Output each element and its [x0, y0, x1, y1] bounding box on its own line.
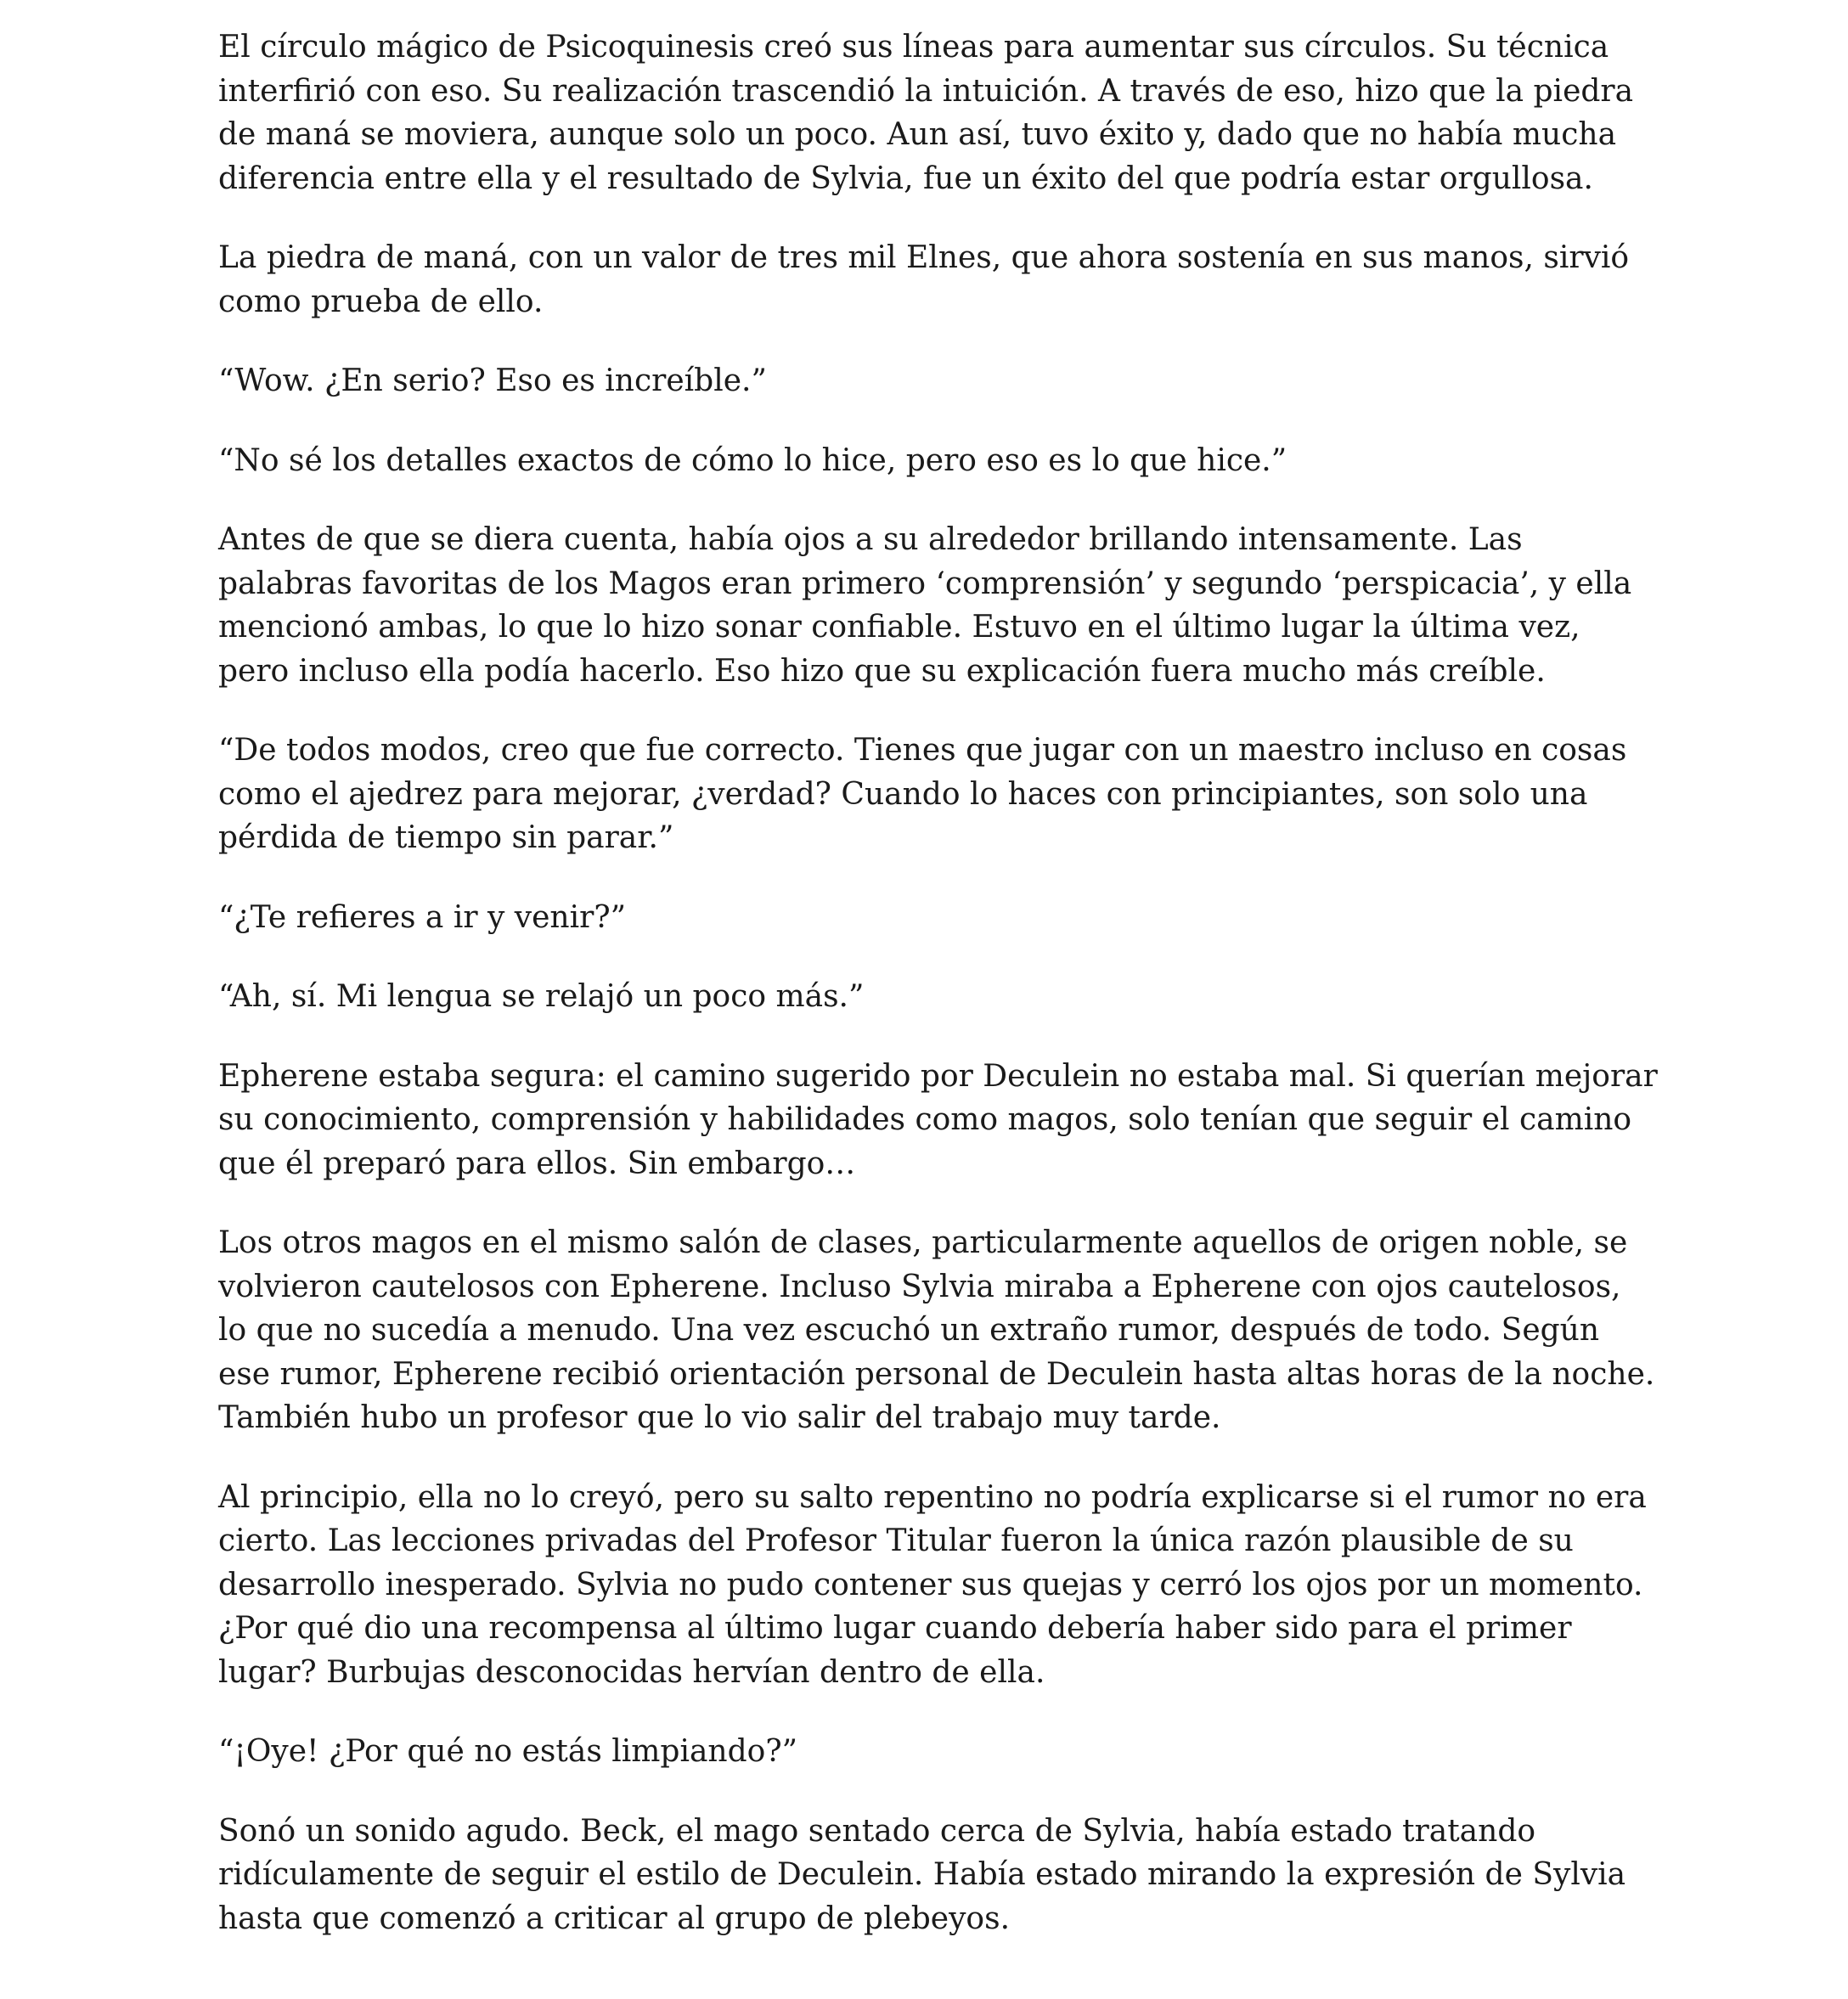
text-line: cierto. Las lecciones privadas del Profesor Titular fueron la única razón plausible de su — [218, 1523, 1574, 1558]
text-line: Sonó un sonido agudo. Beck, el mago sentado cerca de Sylvia, había estado tratando — [218, 1813, 1536, 1849]
paragraph-3 — [218, 359, 1662, 403]
text-line: “¡Oye! ¿Por qué no estás limpiando?” — [218, 1734, 798, 1769]
text-line: pérdida de tiempo sin parar.” — [218, 820, 674, 855]
text-line: pero incluso ella podía hacerlo. Eso hizo que su explicación fuera mucho más creíble. — [218, 653, 1546, 689]
text-line: La piedra de maná, con un valor de tres mil Elnes, que ahora sostenía en sus manos, sirvió — [218, 240, 1630, 275]
text-line: El círculo mágico de Psicoquinesis creó sus líneas para aumentar sus círculos. Su técnica — [218, 30, 1609, 65]
paragraph-6 — [218, 729, 1662, 860]
text-line: de maná se moviera, aunque solo un poco. Aun así, tuvo éxito y, dado que no había mucha — [218, 117, 1617, 152]
paragraph-12 — [218, 1730, 1662, 1774]
text-line: volvieron cautelosos con Epherene. Incluso Sylvia miraba a Epherene con ojos cautelosos, — [218, 1269, 1621, 1304]
text-line: Epherene estaba segura: el camino sugerido por Deculein no estaba mal. Si querían mejorar — [218, 1058, 1658, 1094]
text-line: como prueba de ello. — [218, 284, 544, 319]
paragraph-9 — [218, 1055, 1662, 1186]
text-line: lugar? Burbujas desconocidas hervían dentro de ella. — [218, 1654, 1045, 1690]
paragraph-5 — [218, 518, 1662, 693]
text-line: “Wow. ¿En serio? Eso es increíble.” — [218, 363, 767, 398]
text-line: su conocimiento, comprensión y habilidades como magos, solo tenían que seguir el camino — [218, 1102, 1632, 1137]
paragraph-8 — [218, 975, 1662, 1019]
paragraph-2 — [218, 236, 1662, 324]
text-line: Al principio, ella no lo creyó, pero su salto repentino no podría explicarse si el rumor no era — [218, 1479, 1647, 1515]
paragraph-4 — [218, 439, 1662, 483]
paragraph-10 — [218, 1221, 1662, 1440]
paragraph-1 — [218, 25, 1662, 200]
text-line: “¿Te refieres a ir y venir?” — [218, 899, 627, 935]
text-line: palabras favoritas de los Magos eran primero ‘comprensión’ y segundo ‘perspicacia’, y ella — [218, 566, 1632, 601]
text-line: “Ah, sí. Mi lengua se relajó un poco más.” — [218, 979, 865, 1014]
text-line: desarrollo inesperado. Sylvia no pudo contener sus quejas y cerró los ojos por un momento. — [218, 1567, 1643, 1602]
text-line: “No sé los detalles exactos de cómo lo hice, pero eso es lo que hice.” — [218, 442, 1287, 478]
text-line: lo que no sucedía a menudo. Una vez escuchó un extraño rumor, después de todo. Según — [218, 1313, 1600, 1348]
paragraph-7 — [218, 896, 1662, 940]
text-line: También hubo un profesor que lo vio salir del trabajo muy tarde. — [218, 1400, 1221, 1435]
text-line: como el ajedrez para mejorar, ¿verdad? Cuando lo haces con principiantes, son solo una — [218, 776, 1588, 812]
text-line: que él preparó para ellos. Sin embargo… — [218, 1146, 856, 1181]
paragraph-11 — [218, 1476, 1662, 1695]
text-line: mencionó ambas, lo que lo hizo sonar confiable. Estuvo en el último lugar la última vez, — [218, 610, 1580, 645]
text-line: hasta que comenzó a criticar al grupo de plebeyos. — [218, 1900, 1011, 1936]
document-page — [218, 25, 1662, 1976]
text-line: ese rumor, Epherene recibió orientación personal de Deculein hasta altas horas de la noche. — [218, 1356, 1655, 1392]
text-line: interfirió con eso. Su realización trascendió la intuición. A través de eso, hizo que la piedra — [218, 73, 1634, 109]
text-line: “De todos modos, creo que fue correcto. Tienes que jugar con un maestro incluso en cosas — [218, 733, 1627, 768]
text-line: ¿Por qué dio una recompensa al último lugar cuando debería haber sido para el primer — [218, 1611, 1572, 1646]
text-line: Los otros magos en el mismo salón de clases, particularmente aquellos de origen noble, se — [218, 1225, 1628, 1260]
text-line: Antes de que se diera cuenta, había ojos a su alrededor brillando intensamente. Las — [218, 522, 1523, 557]
text-line: diferencia entre ella y el resultado de Sylvia, fue un éxito del que podría estar orgullosa. — [218, 160, 1593, 196]
text-line: ridículamente de seguir el estilo de Deculein. Había estado mirando la expresión de Sylvia — [218, 1857, 1626, 1892]
paragraph-13 — [218, 1810, 1662, 1941]
